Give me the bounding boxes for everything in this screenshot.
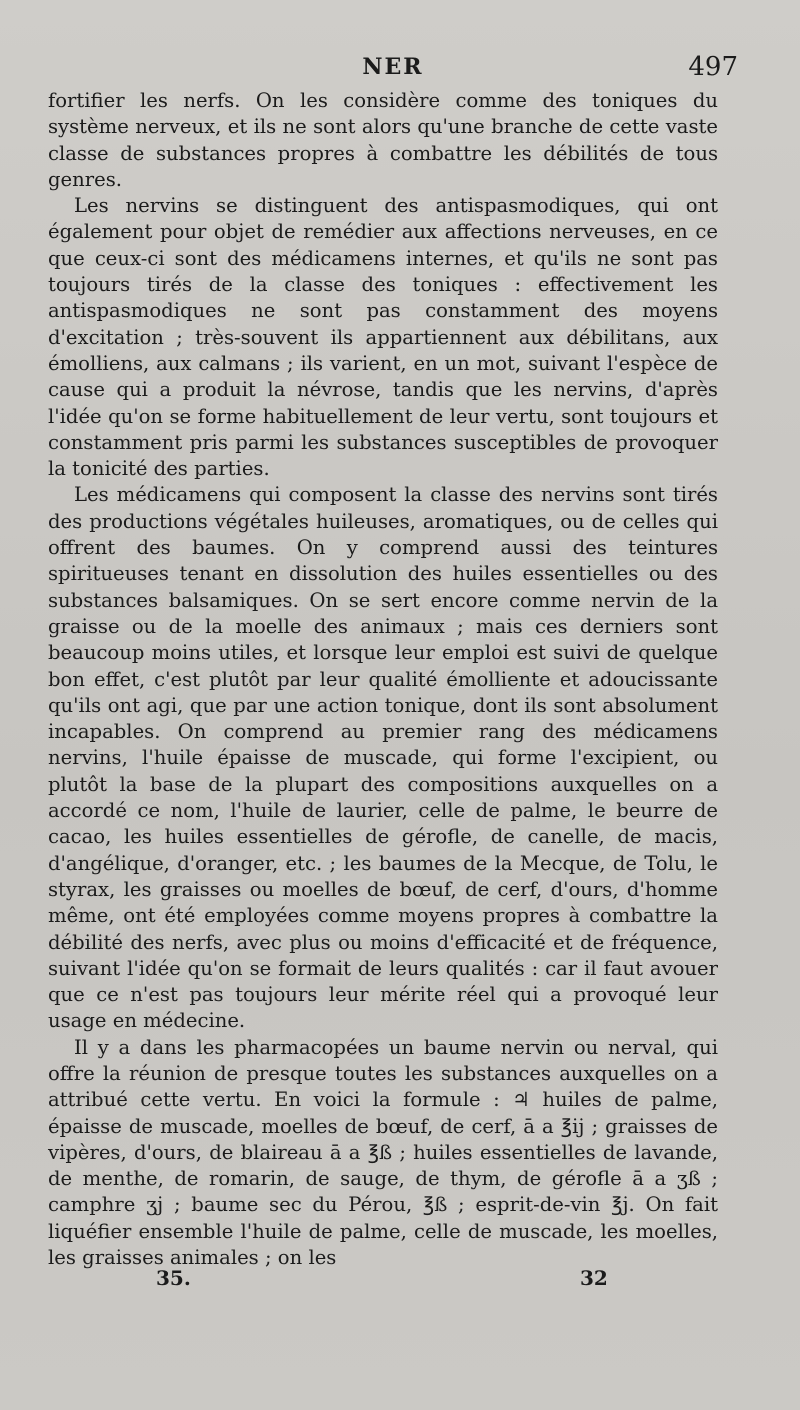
running-head: NER (362, 54, 424, 80)
paragraph-nervins-distinction: Les nervins se distinguent des antispasmodiques, qui ont également pour objet de remédier aux affections nerveuses, en ce que ceux-ci sont des médicamens internes, et qu'ils ne sont pas toujours tirés de la classe des toniques : effectivement les antispasmodiques ne sont pas constamment des moyens d'excitation ; très-souvent ils appartiennent aux débilitans, aux émolliens, aux calmans ; ils varient, en un mot, suivant l'espèce de cause qui a produit la névrose, tandis que les nervins, d'après l'idée qu'on se forme habituellement de leur vertu, sont toujours et constamment pris parmi les substances susceptibles de provoquer la tonicité des parties. (48, 194, 718, 481)
paragraph-baume-nervin-formula: Il y a dans les pharmacopées un baume nervin ou nerval, qui offre la réunion de presque toutes les substances auxquelles on a attribué cette vertu. En voici la formule : ♃ huiles de palme, épaisse de muscade, moelles de bœuf, de cerf, ā a ℥ij ; graisses de vipères, d'ours, de blaireau ā a ℥ß ; huiles essentielles de lavande, de menthe, de romarin, de sauge, de thym, de gérofle ā a ʒß ; camphre ʒj ; baume sec du Pérou, ℥ß ; esprit-de-vin ℥j. On fait liquéfier ensemble l'huile de palme, celle de muscade, les moelles, les graisses animales ; on les (48, 1035, 718, 1270)
signature-mark: 35. (156, 1266, 191, 1290)
body-text (48, 88, 718, 1271)
paragraph-nervins-sources: Les médicamens qui composent la classe des nervins sont tirés des productions végétales huileuses, aromatiques, ou de celles qui offrent des baumes. On y comprend aussi des teintures spiritueuses tenant en dissolution des huiles essentielles ou des substances balsamiques. On se sert encore comme nervin de la graisse ou de la moelle des animaux ; mais ces derniers sont beaucoup moins utiles, et lorsque leur emploi est suivi de quelque bon effet, c'est plutôt par leur qualité émolliente et adoucissante qu'ils ont agi, que par une action tonique, dont ils sont absolument incapables. On comprend au premier rang des médicamens nervins, l'huile épaisse de muscade, qui forme l'excipient, ou plutôt la base de la plupart des compositions auxquelles on a accordé ce nom, l'huile de laurier, celle de palme, le beurre de cacao, les huiles essentielles de gérofle, de canelle, de macis, d'angélique, d'oranger, etc. ; les baumes de la Mecque, de Tolu, le styrax, les graisses ou moelles de bœuf, de cerf, d'ours, d'homme même, ont été employées comme moyens propres à combattre la débilité des nerfs, avec plus ou moins d'efficacité et de fréquence, suivant l'idée qu'on se formait de leurs qualités : car il faut avouer que ce n'est pas toujours leur mérite réel qui a provoqué leur usage en médecine. (48, 483, 718, 1033)
page-footer (48, 1266, 718, 1296)
page-header (48, 54, 738, 86)
sheet-number: 32 (580, 1266, 608, 1290)
page-number: 497 (688, 52, 738, 82)
paragraph-continuation: fortifier les nerfs. On les considère comme des toniques du système nerveux, et ils ne sont alors qu'une branche de cette vaste classe de substances propres à combattre les débilités de tous genres. (48, 89, 718, 191)
